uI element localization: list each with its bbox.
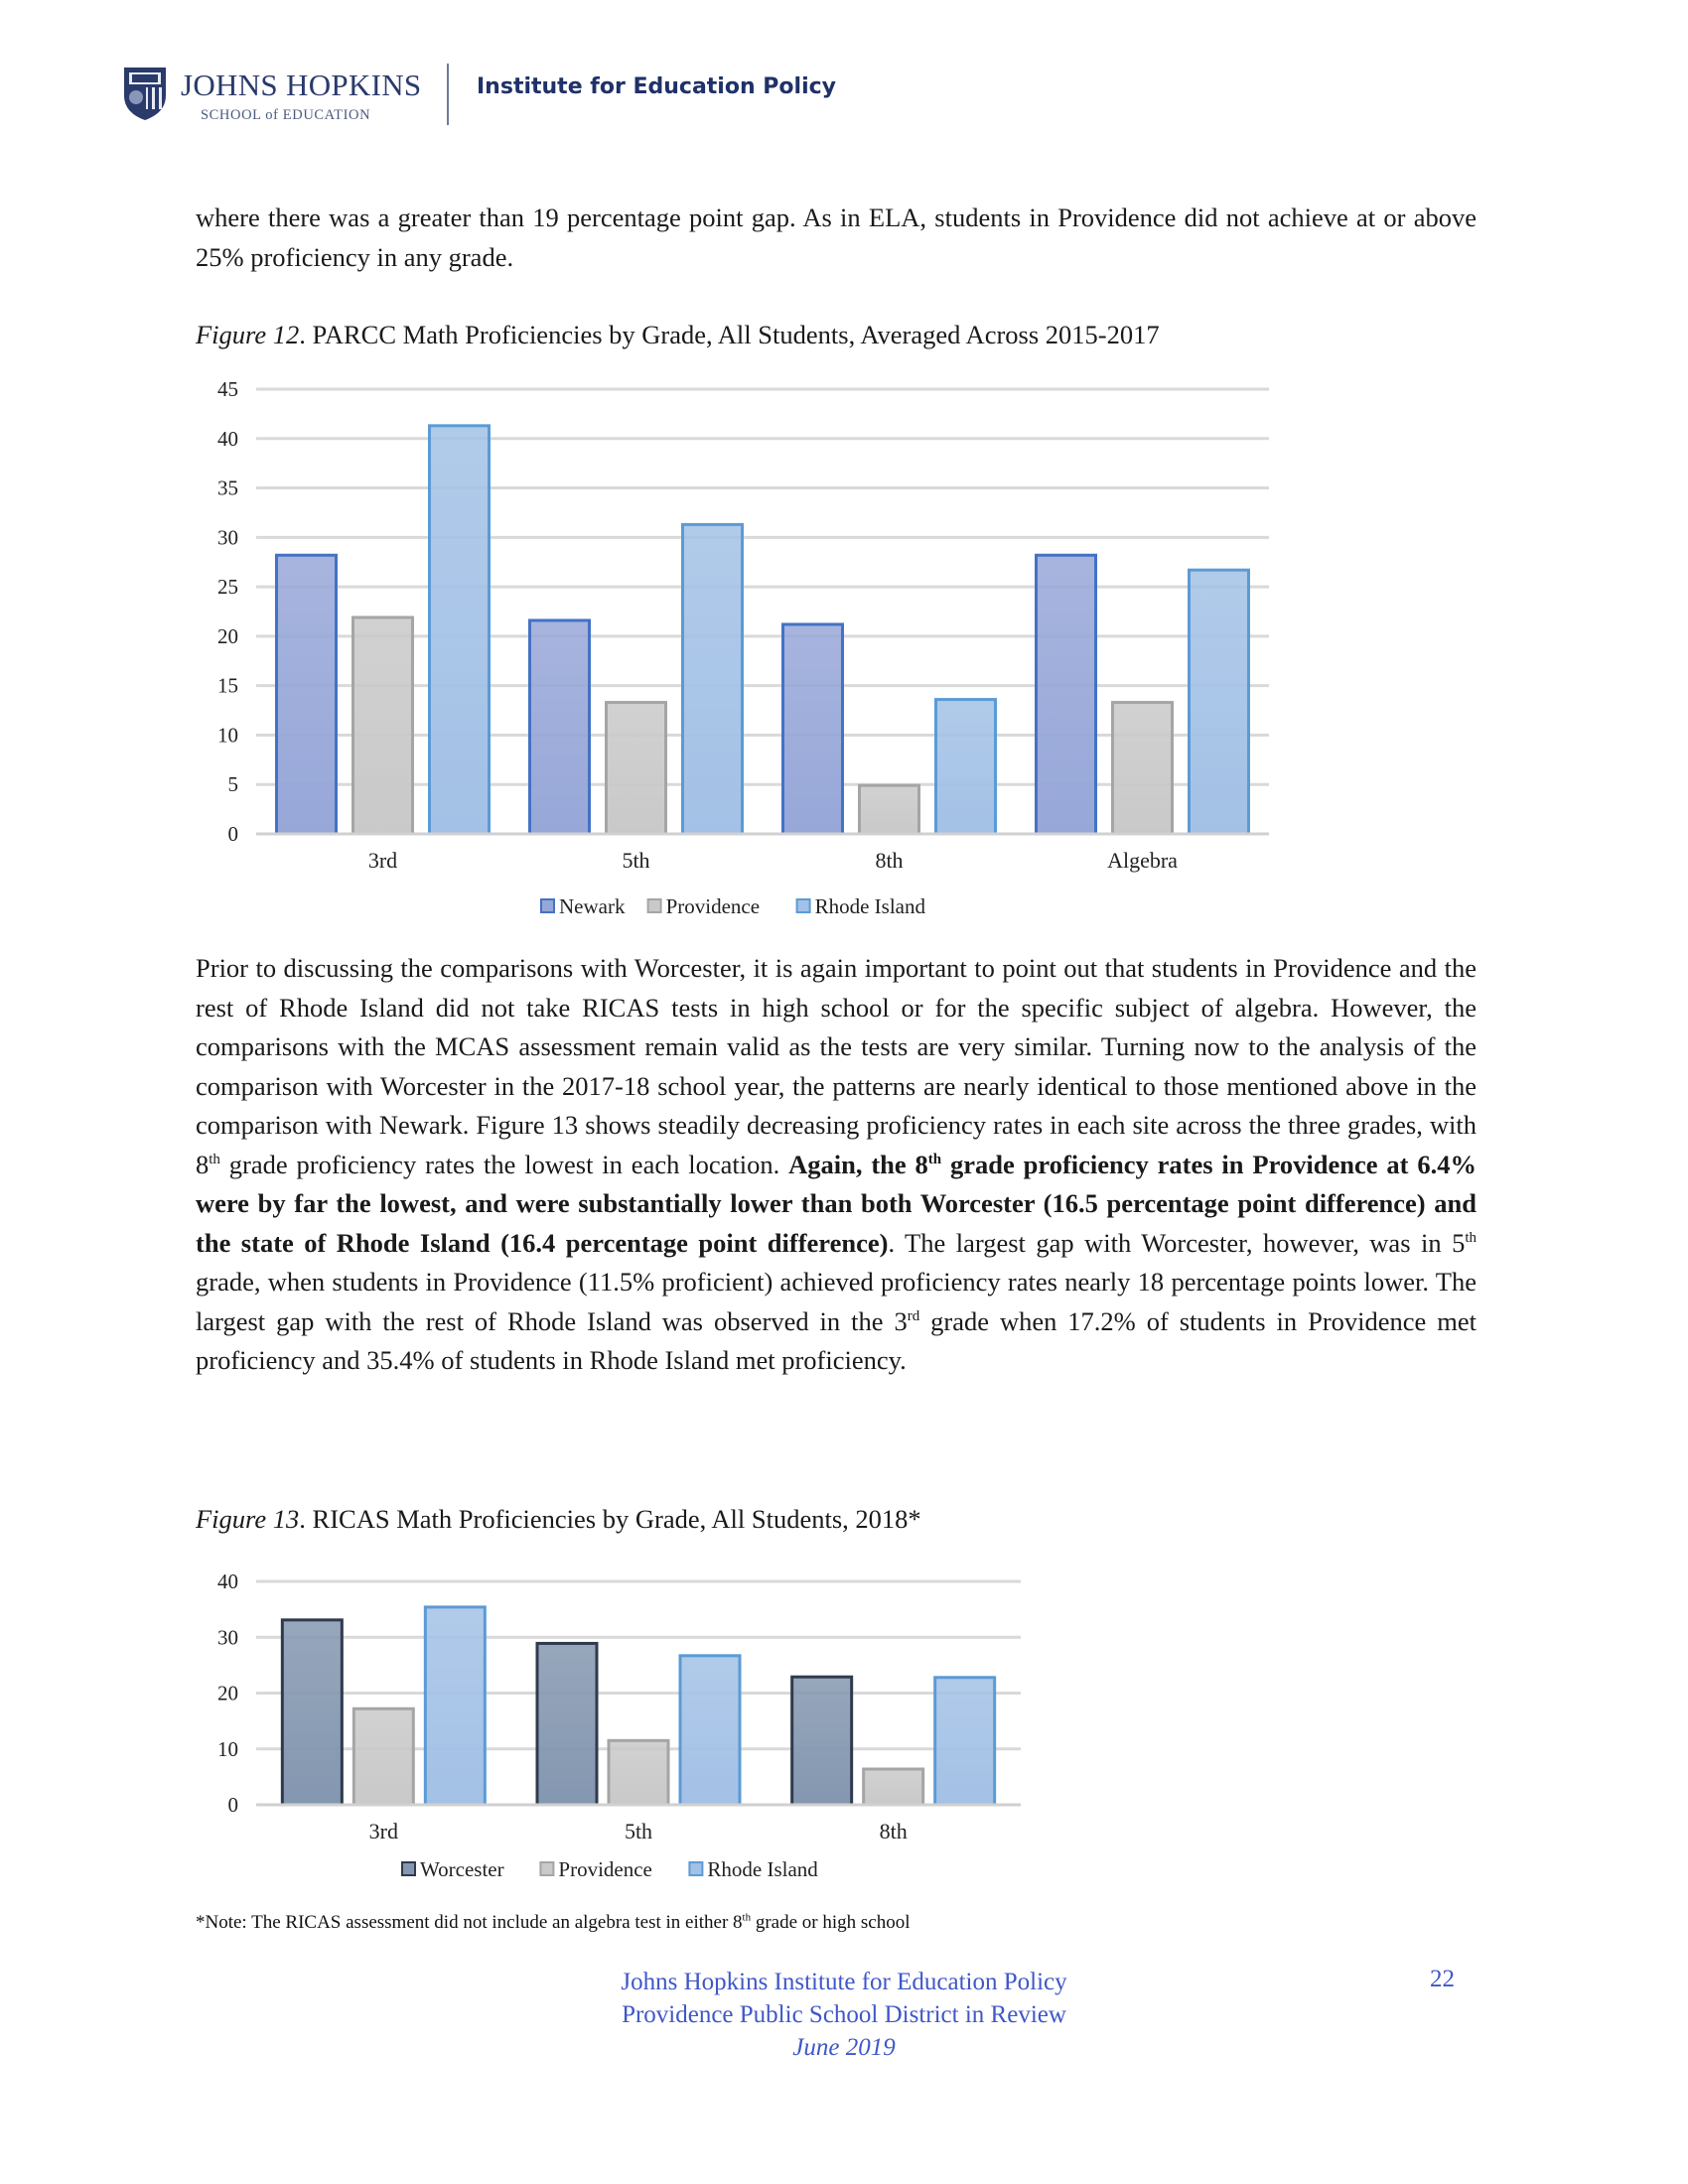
legend-swatch [541, 899, 554, 912]
bar-newark [277, 555, 337, 834]
legend-swatch [689, 1862, 702, 1875]
footer-date: June 2019 [792, 2034, 896, 2061]
text-run: grade when 17.2% of students in Providence met proficiency and 35.4% of students in Rhode Island met proficiency. [196, 1305, 1477, 1375]
intro-paragraph: where there was a greater than 19 percentage point gap. As in ELA, students in Providence did not achieve at or above 25% proficiency in any grade. [196, 203, 1477, 272]
superscript: th [209, 1151, 220, 1167]
institute-name: Institute for Education Policy [477, 74, 836, 99]
y-tick-label: 20 [217, 623, 238, 648]
y-tick-label: 45 [217, 377, 238, 401]
text-run: grade proficiency rates in Providence at 6.4% were by far the lowest, and were substantially lower than both Worcester (16.5 percentage point difference) and the state of Rhode Island (16.4 percentage point difference) [196, 1149, 1477, 1258]
x-category-label: 5th [622, 848, 650, 873]
text-run: grade proficiency rates the lowest in each location. [219, 1149, 789, 1179]
bar-providence [1113, 703, 1173, 834]
superscript: th [1465, 1229, 1477, 1246]
y-tick-label: 40 [217, 1570, 238, 1593]
header-divider [447, 64, 449, 125]
figure-13-chart [0, 1549, 1688, 1906]
footer-institute: Johns Hopkins Institute for Education Policy [621, 1969, 1067, 1995]
y-tick-label: 15 [217, 673, 238, 698]
text-run: . The largest gap with Worcester, however, was in 5 [888, 1227, 1466, 1258]
legend-label: Worcester [420, 1857, 504, 1881]
x-category-label: Algebra [1107, 848, 1178, 873]
figure-13-label: Figure 13 [196, 1504, 300, 1534]
university-name: JOHNS HOPKINS [181, 68, 422, 102]
text-run: grade, when students in Providence (11.5% proficient) achieved proficiency rates nearly 18 percentage points lower. The largest gap with the rest of Rhode Island was observed in the 3 [196, 1267, 1477, 1336]
legend-swatch [540, 1862, 553, 1875]
superscript: th [927, 1151, 942, 1167]
y-tick-label: 10 [217, 723, 238, 748]
bar-providence [864, 1769, 923, 1805]
y-tick-label: 30 [217, 1625, 238, 1650]
legend-label: Newark [559, 894, 626, 918]
bar-worcester [537, 1643, 597, 1805]
bar-worcester [282, 1620, 342, 1805]
y-tick-label: 40 [217, 426, 238, 451]
text-run: Again, the 8 [788, 1149, 928, 1179]
legend-swatch [402, 1862, 415, 1875]
bar-rhode-island [680, 1656, 740, 1805]
bar-providence [609, 1740, 668, 1805]
figure-12-chart [0, 357, 1688, 953]
legend-label: Rhode Island [814, 894, 926, 918]
bar-rhode-island [430, 426, 490, 834]
legend-swatch [648, 899, 661, 912]
x-category-label: 8th [879, 1819, 908, 1843]
page-number: 22 [1430, 1966, 1455, 1992]
page-header [119, 62, 874, 131]
y-tick-label: 0 [227, 822, 238, 846]
figure-13-title: . RICAS Math Proficiencies by Grade, All Students, 2018* [299, 1504, 921, 1534]
legend-swatch [797, 899, 810, 912]
y-tick-label: 25 [217, 575, 238, 600]
figure-12-caption [196, 320, 1160, 350]
superscript: rd [907, 1307, 920, 1324]
legend-label: Providence [665, 894, 761, 918]
chart-footnote [196, 1912, 911, 1934]
jhu-shield-icon [122, 66, 168, 121]
figure-12-label: Figure 12 [196, 320, 300, 349]
bar-providence [353, 1708, 413, 1805]
x-category-label: 3rd [367, 848, 398, 873]
footer-report-title: Providence Public School District in Review [622, 2001, 1066, 2028]
page-footer [496, 1966, 1192, 2064]
comparison-paragraph [196, 949, 1477, 1381]
y-tick-label: 10 [217, 1736, 238, 1761]
superscript: th [742, 1911, 752, 1924]
bar-rhode-island [1190, 570, 1249, 834]
bar-newark [530, 620, 590, 834]
x-category-label: 3rd [368, 1819, 398, 1843]
bar-providence [353, 617, 413, 834]
bar-providence [607, 703, 666, 834]
y-tick-label: 35 [217, 476, 238, 500]
bar-rhode-island [936, 700, 996, 834]
figure-13-caption [196, 1504, 921, 1535]
bar-newark [1037, 555, 1096, 834]
x-category-label: 5th [624, 1819, 653, 1843]
school-name: SCHOOL of EDUCATION [201, 107, 371, 123]
bar-rhode-island [425, 1607, 485, 1805]
y-tick-label: 5 [227, 772, 238, 797]
bar-providence [860, 785, 919, 834]
text-run: grade or high school [751, 1912, 911, 1933]
x-category-label: 8th [875, 848, 904, 873]
bar-worcester [792, 1677, 852, 1805]
bar-newark [783, 624, 843, 834]
figure-12-title: . PARCC Math Proficiencies by Grade, All Students, Averaged Across 2015-2017 [299, 320, 1160, 349]
text-run: *Note: The RICAS assessment did not include an algebra test in either 8 [196, 1912, 743, 1933]
legend-label: Rhode Island [707, 1857, 818, 1881]
bar-rhode-island [683, 524, 743, 834]
y-tick-label: 30 [217, 525, 238, 550]
bar-rhode-island [935, 1678, 995, 1805]
y-tick-label: 20 [217, 1681, 238, 1706]
text-run: Prior to discussing the comparisons with Worcester, it is again important to point out that students in Providence and the rest of Rhode Island did not take RICAS tests in high school or for the specific subject of algebra. However, the comparisons with the MCAS assessment remain valid as the tests are very similar. Turning now to the analysis of the comparison with Worcester in the 2017-18 school year, the patterns are nearly identical to those mentioned above in the comparison with Newark. Figure 13 shows steadily decreasing proficiency rates in each site across the three grades, with 8 [196, 953, 1477, 1179]
legend-label: Providence [558, 1857, 652, 1881]
y-tick-label: 0 [227, 1793, 238, 1817]
